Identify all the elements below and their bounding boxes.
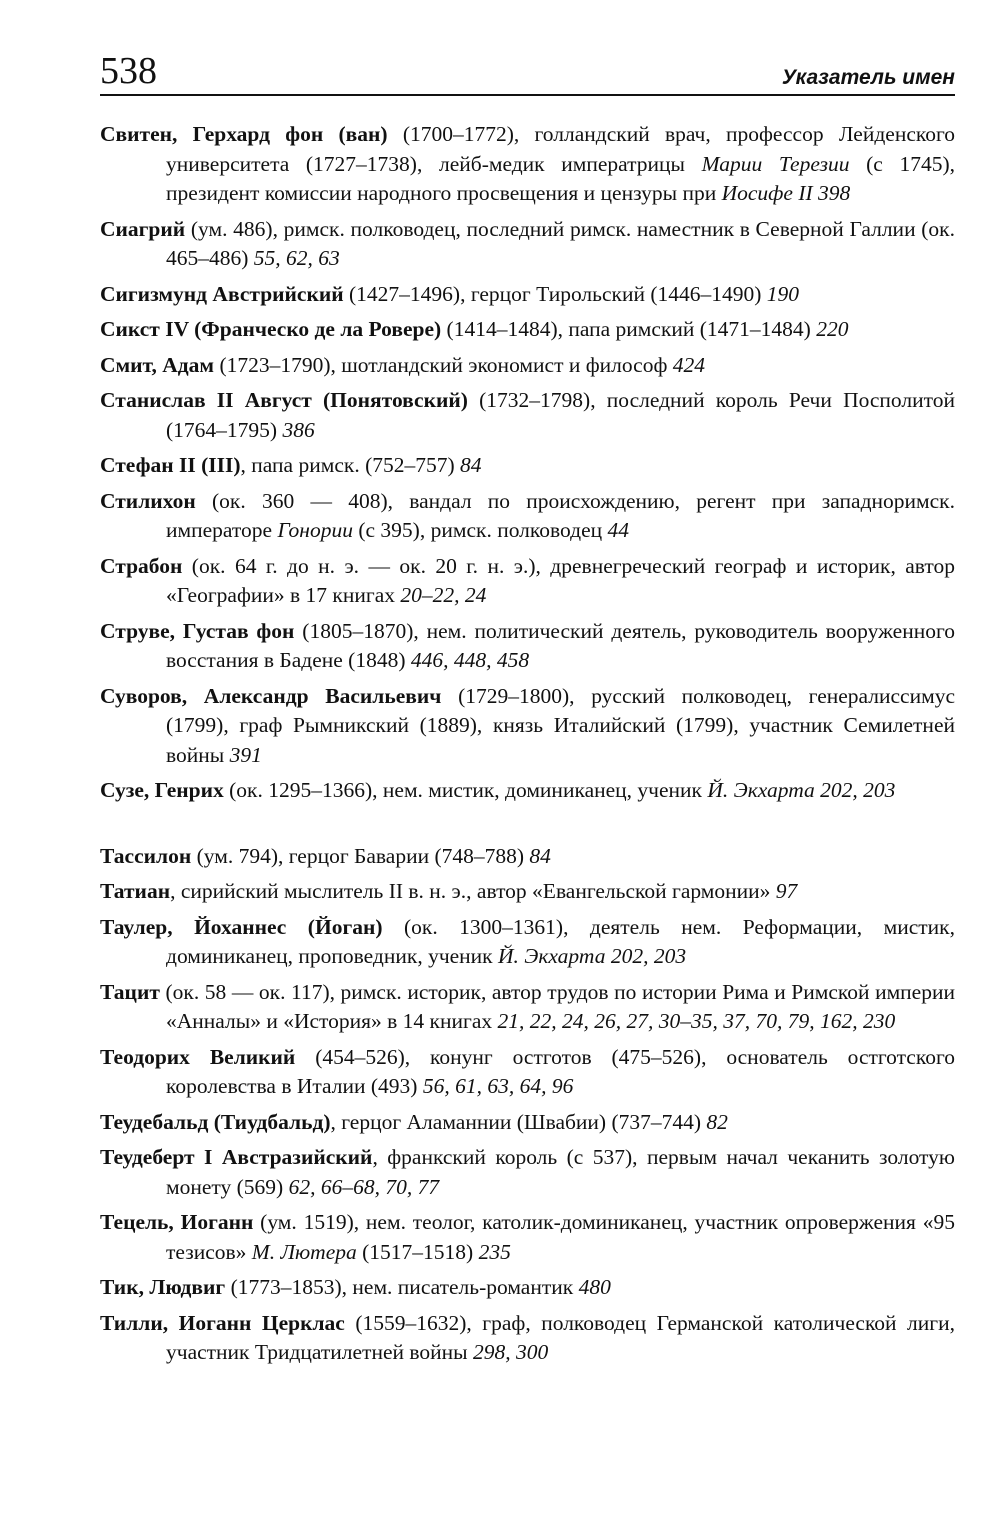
entry-name: Сузе, Генрих <box>100 778 224 802</box>
index-entry <box>100 215 955 274</box>
entry-description: (ум. 486), римск. полководец, последний римск. наместник в Северной Галлии (ок. 465–486) <box>166 216 955 270</box>
entry-description: (ок. 360 — 408), вандал по происхождению, регент при западноримск. императоре <box>166 488 955 542</box>
entry-description: , сирийский мыслитель II в. н. э., автор «Евангельской гармонии» <box>170 879 776 903</box>
index-entry <box>100 1309 955 1368</box>
entry-italic-reference: Й. Экхарта 202, 203 <box>498 944 687 968</box>
entry-page-references: 62, 66–68, 70, 77 <box>288 1174 440 1199</box>
entry-name: Таулер, Йоханнес (Йоган) <box>100 914 383 939</box>
entry-page-references: 20–22, 24 <box>400 583 487 607</box>
entry-description: (1700–1772), голландский врач, профессор Лейденского университета (1727–1738), лейб-медик императрицы <box>166 122 956 176</box>
entry-page-references: 55, 62, 63 <box>253 246 340 270</box>
entry-name: Теодорих Великий <box>100 1044 296 1069</box>
entry-description: (1773–1853), нем. писатель-романтик <box>225 1275 579 1299</box>
entry-italic-reference-2: Иосифе II 398 <box>721 181 851 205</box>
entry-page-references: 44 <box>607 518 629 542</box>
entry-description: , папа римск. (752–757) <box>240 453 461 477</box>
entry-name: Станислав II Август (Понятовский) <box>100 388 468 412</box>
entry-italic-reference: Й. Экхарта 202, 203 <box>707 778 896 802</box>
entry-name: Смит, Адам <box>100 352 215 377</box>
entry-description: (ум. 794), герцог Баварии (748–788) <box>191 843 530 868</box>
index-entry <box>100 120 955 209</box>
entry-page-references: 298, 300 <box>472 1340 549 1364</box>
index-entry <box>100 617 955 676</box>
entry-description: (1427–1496), герцог Тирольский (1446–1490) <box>343 281 767 306</box>
entry-page-references: 84 <box>460 453 482 477</box>
index-entry <box>100 351 955 381</box>
entry-name: Тик, Людвиг <box>100 1275 226 1299</box>
index-entry <box>100 451 955 481</box>
entry-description-continued: (с 1745), президент комиссии народного просвещения и цензуры при <box>166 151 955 205</box>
entry-page-references: 480 <box>578 1275 611 1299</box>
entry-description: , герцог Аламаннии (Швабии) (737–744) <box>330 1109 707 1134</box>
index-entry <box>100 386 955 445</box>
index-entry <box>100 487 955 546</box>
name-index-list <box>100 120 955 1368</box>
index-entry <box>100 978 955 1037</box>
entry-description-continued: (1517–1518) <box>356 1239 479 1264</box>
entry-name: Стефан II (III) <box>100 453 241 477</box>
entry-name: Страбон <box>100 553 183 578</box>
entry-description: (ок. 58 — ок. 117), римск. историк, автор трудов по истории Рима и Римской империи «Анналы» и «История» в 14 книгах <box>159 979 955 1033</box>
entry-italic-reference: Марии Терезии <box>701 151 850 176</box>
entry-page-references: 190 <box>766 281 800 306</box>
entry-page-references: 56, 61, 63, 64, 96 <box>422 1074 574 1098</box>
entry-description: (ок. 64 г. до н. э. — ок. 20 г. н. э.), древнегреческий географ и историк, автор «Географии» в 17 книгах <box>166 553 955 607</box>
entry-page-references: 446, 448, 458 <box>410 648 530 672</box>
index-entry <box>100 877 955 907</box>
entry-name: Сикст IV (Франческо де ла Ровере) <box>100 317 442 341</box>
entry-page-references: 386 <box>282 417 315 442</box>
entry-description: (1723–1790), шотландский экономист и философ <box>214 352 673 377</box>
index-entry <box>100 913 955 972</box>
running-header <box>100 50 955 96</box>
entry-name: Суворов, Александр Васильевич <box>100 683 442 708</box>
index-entry <box>100 1273 955 1303</box>
entry-page-references: 391 <box>229 742 262 767</box>
entry-name: Свитен, Герхард фон (ван) <box>100 122 388 146</box>
entry-description: (1732–1798), последний король Речи Посполитой (1764–1795) <box>166 388 955 442</box>
entry-name: Сиагрий <box>100 216 186 241</box>
entry-name: Стилихон <box>100 488 196 513</box>
entry-name: Тассилон <box>100 843 192 868</box>
entry-description: (1729–1800), русский полководец, генералиссимус (1799), граф Рымникский (1889), князь Италийский (1799), участник Семилетней войны <box>166 683 956 767</box>
index-entry <box>100 1143 955 1202</box>
entry-description-continued: (с 395), римск. полководец <box>352 518 608 542</box>
entry-description: (1414–1484), папа римский (1471–1484) <box>441 317 817 341</box>
entry-name: Тацит <box>100 979 160 1004</box>
entry-description: (ок. 1300–1361), деятель нем. Реформации, мистик, доминиканец, проповедник, ученик <box>166 914 955 968</box>
book-page <box>100 50 955 1374</box>
index-entry <box>100 315 955 345</box>
index-entry <box>100 1043 955 1102</box>
entry-description: (1805–1870), нем. политический деятель, руководитель вооруженного восстания в Бадене (1848) <box>166 618 955 672</box>
entry-description: , франкский король (с 537), первым начал чеканить золотую монету (569) <box>166 1145 955 1199</box>
entry-description: (ок. 1295–1366), нем. мистик, доминиканец, ученик <box>223 778 708 802</box>
entry-page-references: 424 <box>672 352 706 377</box>
page-number: 538 <box>100 50 157 92</box>
running-header-title: Указатель имен <box>781 66 955 89</box>
entry-name: Татиан <box>100 879 171 903</box>
index-entry <box>100 552 955 611</box>
entry-description: (1559–1632), граф, полководец Германской католической лиги, участник Тридцатилетней войны <box>166 1310 955 1364</box>
entry-name: Тилли, Иоганн Церклас <box>100 1310 345 1335</box>
index-entry <box>100 280 955 310</box>
entry-page-references: 235 <box>478 1239 511 1264</box>
entry-name: Теудеберт I Австразийский <box>100 1145 373 1169</box>
entry-name: Сигизмунд Австрийский <box>100 281 344 306</box>
entry-name: Струве, Густав фон <box>100 618 295 643</box>
entry-page-references: 82 <box>706 1109 728 1134</box>
entry-page-references: 21, 22, 24, 26, 27, 30–35, 37, 70, 79, 162, 230 <box>497 1009 896 1033</box>
index-entry <box>100 776 955 806</box>
index-entry <box>100 1108 955 1138</box>
entry-page-references: 97 <box>775 879 798 903</box>
entry-name: Теудебальд (Тиудбальд) <box>100 1109 331 1134</box>
entry-description: (ум. 1519), нем. теолог, католик-доминиканец, участник опровержения «95 тезисов» <box>166 1210 955 1264</box>
entry-italic-reference: Гонории <box>277 518 353 542</box>
entry-description: (454–526), конунг остготов (475–526), основатель остготского королевства в Италии (493) <box>166 1044 955 1098</box>
index-entry <box>100 1208 955 1267</box>
entry-name: Тецель, Иоганн <box>100 1210 254 1234</box>
index-entry <box>100 682 955 771</box>
entry-page-references: 220 <box>816 317 849 341</box>
index-entry <box>100 842 955 872</box>
entry-page-references: 84 <box>529 843 551 868</box>
entry-italic-reference: М. Лютера <box>251 1239 357 1264</box>
